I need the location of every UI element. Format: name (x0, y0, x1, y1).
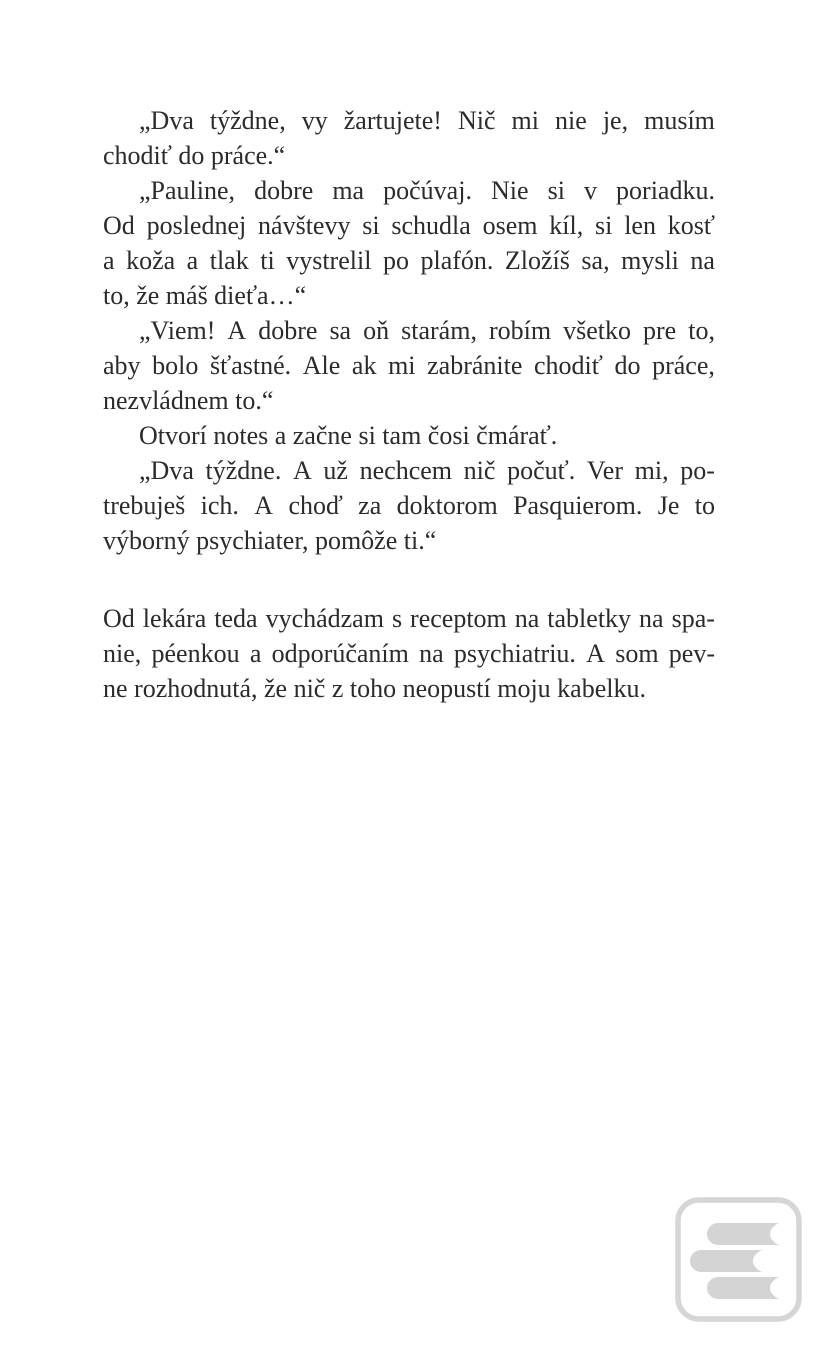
word: mi (388, 351, 416, 380)
word: vystrelil (286, 246, 372, 275)
word: na (639, 604, 664, 633)
word: oň (363, 316, 390, 345)
word: po- (680, 456, 715, 485)
word: to (694, 491, 715, 520)
word: na (690, 246, 715, 275)
word: s (391, 604, 403, 633)
word: a (103, 246, 115, 275)
word: a (186, 246, 199, 275)
book-stack-icon (675, 1197, 802, 1322)
paragraph (103, 601, 715, 706)
paragraph (103, 313, 715, 418)
word: vy (301, 106, 328, 135)
word: Je (657, 491, 680, 520)
word: teda (214, 604, 258, 633)
word: A (227, 316, 247, 345)
word: nie, (103, 639, 142, 668)
text-line (103, 601, 715, 636)
text-line (103, 243, 715, 278)
word: koža (126, 246, 176, 275)
word: práce, (652, 351, 715, 380)
word: dobre (258, 316, 318, 345)
text-line: chodiť do práce.“ (103, 141, 286, 170)
paragraph (103, 418, 715, 453)
paragraph (103, 103, 715, 173)
word: sa (329, 316, 352, 345)
paragraph (103, 453, 715, 558)
word: kosť (667, 211, 715, 240)
word: tabletky (547, 604, 632, 633)
paragraph (103, 173, 715, 313)
word: po (382, 246, 409, 275)
word: do (614, 351, 641, 380)
word: receptom (410, 604, 507, 633)
word: to, (688, 316, 715, 345)
word: psychiatriu. (453, 639, 576, 668)
word: Nie (491, 176, 529, 205)
text-line: výborný psychiater, pomôže ti.“ (103, 526, 437, 555)
word: schudla (391, 211, 471, 240)
word: už (323, 456, 348, 485)
text-line (103, 453, 715, 488)
word: počuť. (507, 456, 576, 485)
word: si (595, 211, 613, 240)
word: zabránite (427, 351, 523, 380)
word: mi (511, 106, 539, 135)
word: ma (332, 176, 365, 205)
word: choď (288, 491, 343, 520)
word: „Dva (139, 106, 194, 135)
word: starám, (401, 316, 477, 345)
word: „Pauline, (139, 176, 236, 205)
word: na (514, 604, 540, 633)
word: pre (643, 316, 677, 345)
word: nič (463, 456, 496, 485)
word: nechcem (359, 456, 453, 485)
word: Ver (586, 456, 623, 485)
book-bottom-icon (707, 1277, 779, 1299)
word: spa- (671, 604, 715, 633)
text-line (103, 636, 715, 671)
body-text (103, 103, 715, 706)
word: na (419, 639, 444, 668)
text-line: Otvorí notes a začne si tam čosi čmárať. (139, 421, 558, 450)
word: si (547, 176, 565, 205)
book-middle-icon (690, 1250, 762, 1272)
word: poriadku. (616, 176, 715, 205)
text-line (103, 103, 715, 138)
word: si (362, 211, 380, 240)
word: doktorom (396, 491, 498, 520)
word: A (292, 456, 312, 485)
text-line: nezvládnem to.“ (103, 386, 274, 415)
word: vychádzam (265, 604, 384, 633)
text-line: ne rozhodnutá, že nič z toho neopustí moju kabelku. (103, 674, 646, 703)
text-line (103, 173, 715, 208)
word: A (254, 491, 274, 520)
word: som (615, 639, 659, 668)
word: lekára (142, 604, 207, 633)
word: bolo (152, 351, 199, 380)
text-line (103, 348, 715, 383)
word: žartujete! (343, 106, 442, 135)
text-line (103, 488, 715, 523)
word: „Dva (139, 456, 194, 485)
word: mysli (621, 246, 679, 275)
word: počúvaj. (383, 176, 472, 205)
word: Pasquierom. (513, 491, 643, 520)
word: tlak (209, 246, 249, 275)
word: šťastné. (210, 351, 292, 380)
word: týždne, (209, 106, 286, 135)
word: A (586, 639, 605, 668)
word: je, (602, 106, 629, 135)
word: za (358, 491, 382, 520)
word: ak (351, 351, 377, 380)
word: chodiť (534, 351, 603, 380)
word: v (583, 176, 597, 205)
text-line (103, 208, 715, 243)
word: Nič (457, 106, 496, 135)
word: týždne. (205, 456, 282, 485)
word: ich. (200, 491, 239, 520)
text-line: to, že máš dieťa…“ (103, 281, 307, 310)
word: návštevy (258, 211, 351, 240)
word: musím (644, 106, 715, 135)
word: a (249, 639, 262, 668)
word: odporúčaním (271, 639, 409, 668)
word: len (624, 211, 656, 240)
word: ti (260, 246, 275, 275)
word: trebuješ (103, 491, 186, 520)
word: všetko (563, 316, 631, 345)
word: poslednej (146, 211, 247, 240)
word: „Viem! (139, 316, 216, 345)
watermark-logo (675, 1197, 802, 1322)
word: Od (103, 604, 135, 633)
word: Ale (302, 351, 341, 380)
word: péenkou (151, 639, 240, 668)
word: Od (103, 211, 135, 240)
word: plafón. (420, 246, 494, 275)
word: pev- (668, 639, 715, 668)
text-line (103, 313, 715, 348)
word: aby (103, 351, 141, 380)
word: nie (555, 106, 587, 135)
word: mi, (634, 456, 669, 485)
word: Zložíš (504, 246, 570, 275)
book-top-icon (707, 1223, 779, 1245)
word: dobre (254, 176, 314, 205)
word: sa, (581, 246, 610, 275)
word: kíl, (549, 211, 584, 240)
word: osem (482, 211, 538, 240)
word: robím (488, 316, 552, 345)
